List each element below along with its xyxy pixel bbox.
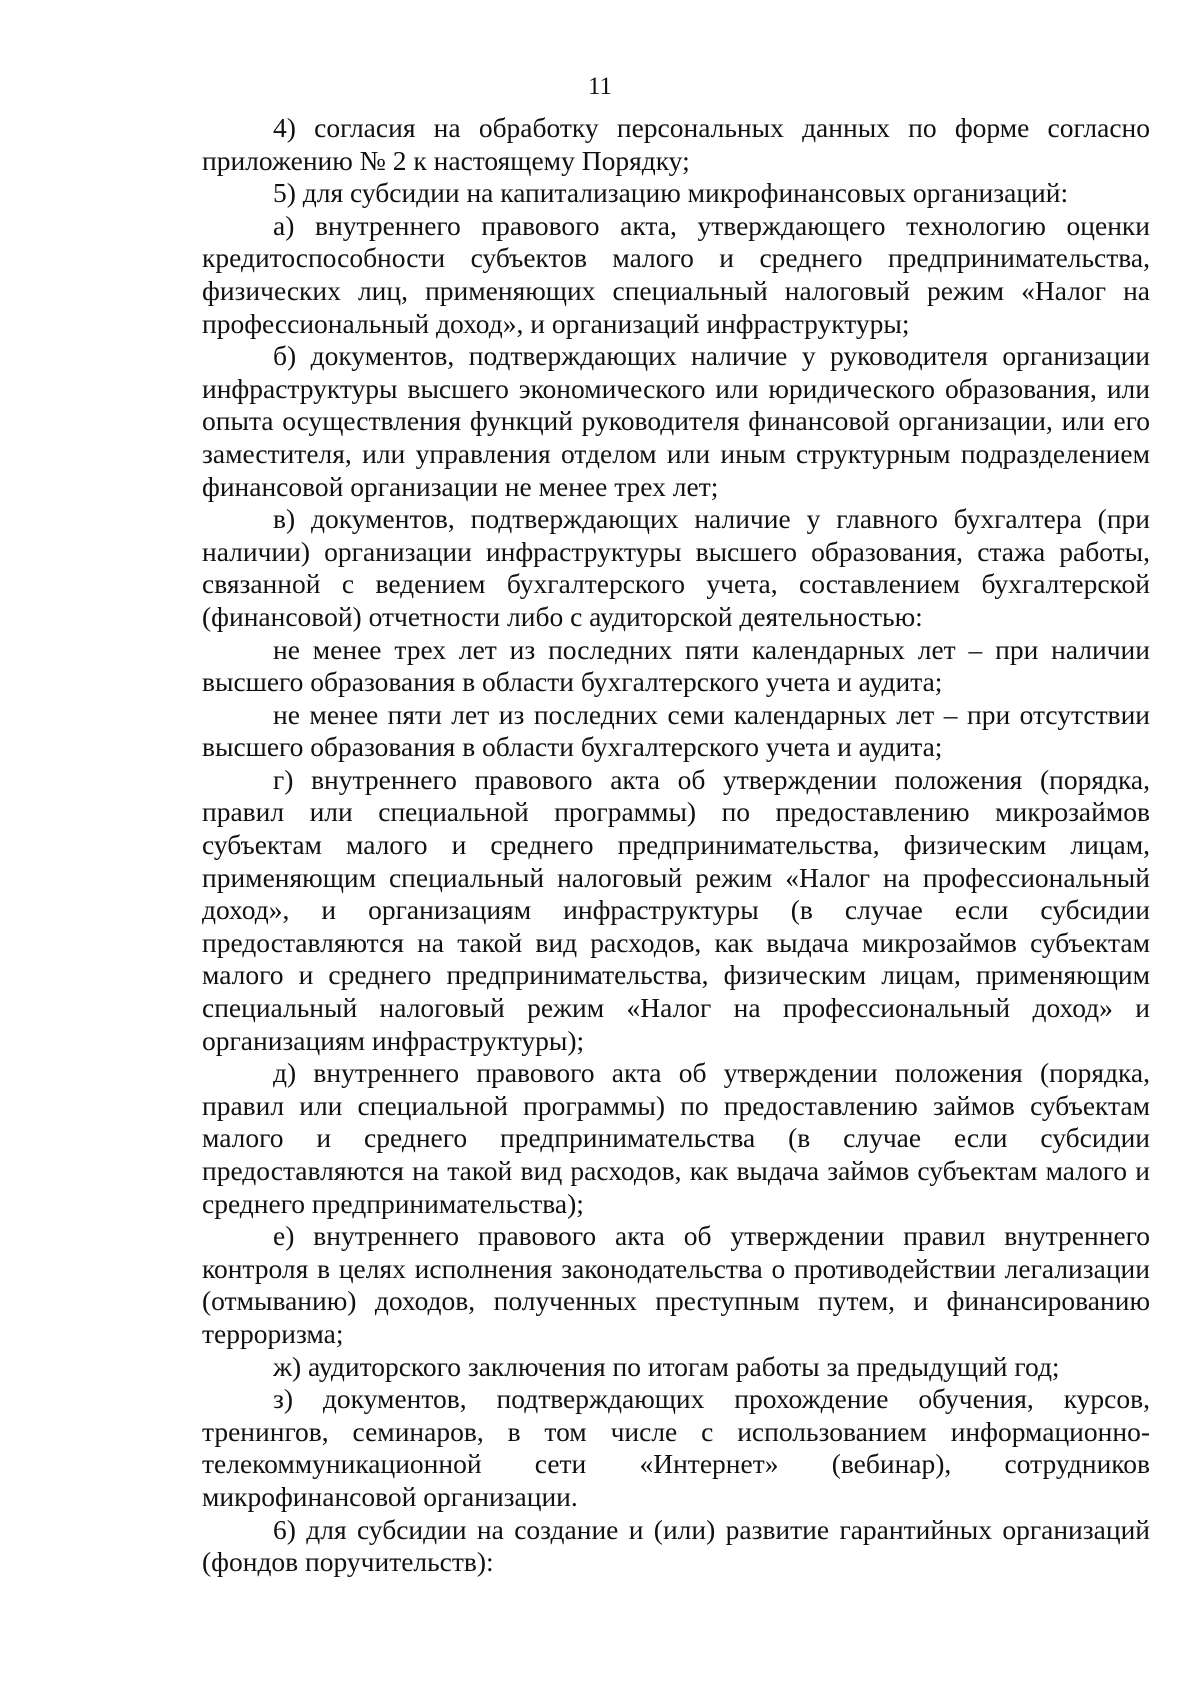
paragraph-condition-three-years: не менее трех лет из последних пяти календарных лет – при наличии высшего образования в области бухгалтерского учета и аудита; — [202, 633, 1150, 698]
paragraph-item-6: 6) для субсидии на создание и (или) развитие гарантийных организаций (фондов поручительств): — [202, 1513, 1150, 1578]
paragraph-subitem-a: а) внутреннего правового акта, утверждающего технологию оценки кредитоспособности субъектов малого и среднего предпринимательства, физических лиц, применяющих специальный налоговый режим «Налог на профессиональный доход», и организаций инфраструктуры; — [202, 209, 1150, 339]
paragraph-subitem-v: в) документов, подтверждающих наличие у главного бухгалтера (при наличии) организации инфраструктуры высшего образования, стажа работы, связанной с ведением бухгалтерского учета, составлением бухгалтерской (финансовой) отчетности либо с аудиторской деятельностью: — [202, 503, 1150, 632]
paragraph-subitem-b: б) документов, подтверждающих наличие у руководителя организации инфраструктуры высшего экономического или юридического образования, или опыта осуществления функций руководителя финансовой организации, или его заместителя, или управления отделом или иным структурным подразделением финансовой организации не менее трех лет; — [202, 340, 1150, 502]
paragraph-subitem-zh: ж) аудиторского заключения по итогам работы за предыдущий год; — [273, 1350, 1060, 1382]
paragraph-condition-five-years: не менее пяти лет из последних семи календарных лет – при отсутствии высшего образования в области бухгалтерского учета и аудита; — [202, 698, 1150, 763]
paragraph-subitem-d: д) внутреннего правового акта об утверждении положения (порядка, правил или специальной программы) по предоставлению займов субъектам малого и среднего предпринимательства (в случае если субсидии предоставляются на такой вид расходов, как выдача займов субъектам малого и среднего предпринимательства); — [202, 1057, 1150, 1219]
paragraph-subitem-g: г) внутреннего правового акта об утверждении положения (порядка, правил или специальной программы) по предоставлению микрозаймов субъектам малого и среднего предпринимательства, физическим лицам, применяющим специальный налоговый режим «Налог на профессиональный доход», и организациям инфраструктуры (в случае если субсидии предоставляются на такой вид расходов, как выдача микрозаймов субъектам малого и среднего предпринимательства, физическим лицам, применяющим специальный налоговый режим «Налог на профессиональный доход» и организациям инфраструктуры); — [202, 763, 1150, 1056]
document-body — [202, 112, 1150, 1579]
page-number: 11 — [587, 73, 613, 100]
paragraph-subitem-z: з) документов, подтверждающих прохождение обучения, курсов, тренингов, семинаров, в том числе с использованием информационно-телекоммуникационной сети «Интернет» (вебинар), сотрудников микрофинансовой организации. — [202, 1383, 1150, 1512]
paragraph-subitem-e: е) внутреннего правового акта об утверждении правил внутреннего контроля в целях исполнения законодательства о противодействии легализации (отмыванию) доходов, полученных преступным путем, и финансированию терроризма; — [202, 1220, 1150, 1349]
paragraph-item-4: 4) согласия на обработку персональных данных по форме согласно приложению № 2 к настоящему Порядку; — [202, 112, 1150, 176]
paragraph-item-5: 5) для субсидии на капитализацию микрофинансовых организаций: — [273, 177, 1069, 209]
